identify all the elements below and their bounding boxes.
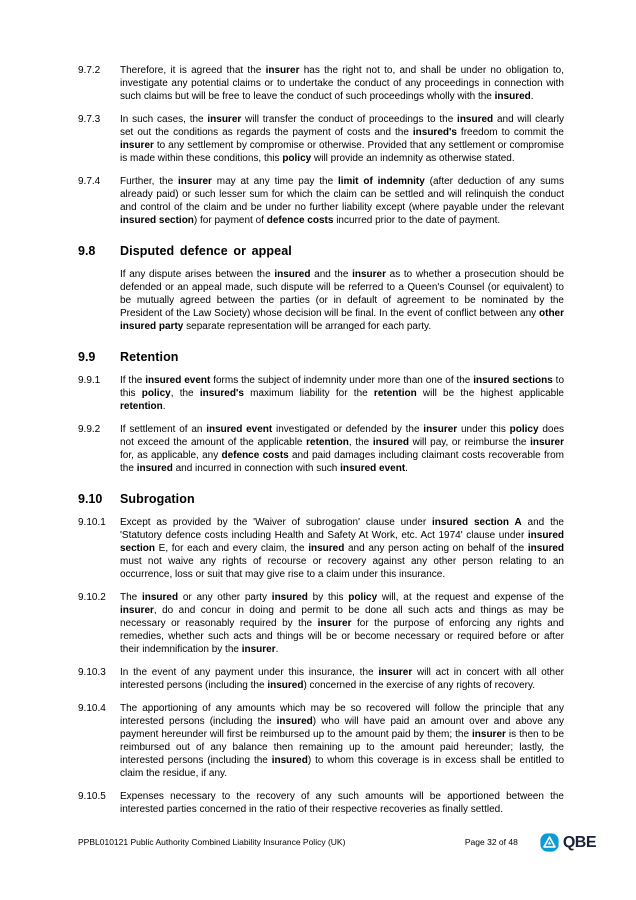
clause [78,666,564,692]
clause [78,113,564,165]
clause-text: The insured or any other party insured by this policy will, at the request and expense of the insurer, do and concur in doing and permit to be done all such acts and things as may be necessary or reasonably required by the insurer for the purpose of enforcing any rights and remedies, whether such acts and things will be or become necessary or required before or after their indemnification by the insurer. [120,592,564,655]
clause-text: The apportioning of any amounts which may be so recovered will follow the principle that any interested persons (including the insured) who will have paid an amount over and above any payment hereunder will first be reimbursed up to the amount paid by them; the insurer is then to be reimbursed out of any balance then remaining up to the amount paid hereunder; lastly, the interested persons (including the insured) to whom this coverage is in excess shall be entitled to claim the residue, if any. [120,703,565,779]
policy-content [78,64,564,826]
clause [78,64,564,103]
clause [78,175,564,227]
clause [78,423,564,475]
clause [78,591,564,656]
clause-text: If settlement of an insured event investigated or defended by the insurer under this policy does not exceed the amount of the applicable retention, the insured will pay, or reimburse the insurer for, as applicable, any defence costs and paid damages including claimant costs recoverable from the insured and incurred in connection with such insured event. [120,424,565,474]
clause [78,790,564,816]
section-heading [78,243,564,259]
page-footer [78,832,596,852]
section-heading [78,349,564,365]
clause-number: 9.7.4 [78,176,101,187]
footer-document-title: PPBL010121 Public Authority Combined Liability Insurance Policy (UK) [78,837,346,847]
clause-number: 9.10.2 [78,592,106,603]
clause [78,374,564,413]
footer-page-number: Page 32 of 48 [464,837,518,847]
clause [78,516,564,581]
clause-number: 9.7.2 [78,65,101,76]
clause [78,702,564,780]
clause-number: 9.9.2 [78,424,101,435]
clause-number: 9.10.5 [78,791,106,802]
clause-text: In the event of any payment under this insurance, the insurer will act in concert with all other interested persons (including the insured) concerned in the exercise of any rights of recovery. [120,667,564,691]
section-heading [78,491,564,507]
section-title: Retention [120,350,179,364]
clause-text: In such cases, the insurer will transfer the conduct of proceedings to the insured and will clearly set out the conditions as regards the payment of costs and the insured's freedom to commit the insurer to any settlement by compromise or otherwise. Provided that any settlement or compromise is made within these conditions, this policy will provide an indemnity as otherwise stated. [120,114,564,164]
clause-text: Further, the insurer may at any time pay the limit of indemnity (after deduction of any sums already paid) or such lesser sum for which the claim can be settled and will relinquish the conduct and control of the claim and be under no further liability except (where payable under the relevant insured section) for payment of defence costs incurred prior to the date of payment. [120,176,565,226]
section-number: 9.9 [78,350,96,364]
clause [78,268,564,333]
qbe-wordmark: QBE [562,833,596,851]
clause-number: 9.9.1 [78,375,101,386]
clause-text: If the insured event forms the subject of indemnity under more than one of the insured sections to this policy, the insured's maximum liability for the retention will be the highest applicable retention. [120,375,565,412]
section-title: Disputed defence or appeal [120,244,292,258]
clause-text: Except as provided by the 'Waiver of subrogation' clause under insured section A and the 'Statutory defence costs including Health and Safety At Work, etc. Act 1974' clause under insured section E, for each and every claim, the insured and any person acting on behalf of the insured must not waive any rights of recourse or recovery against any other person relating to an occurrence, loss or suit that may give rise to a claim under this insurance. [120,517,565,580]
clause-text: Therefore, it is agreed that the insurer has the right not to, and shall be under no obligation to, investigate any potential claims or to undertake the conduct of any proceedings in connection with such claims but will be free to leave the conduct of such proceedings wholly with the insured. [120,65,564,102]
clause-number: 9.10.1 [78,517,106,528]
section-title: Subrogation [120,492,195,506]
qbe-logo [540,833,596,852]
clause-number: 9.10.3 [78,667,106,678]
clause-text: Expenses necessary to the recovery of any such amounts will be apportioned between the interested parties concerned in the ratio of their respective recoveries as finally settled. [120,791,564,815]
qbe-emblem-icon [540,833,559,852]
clause-number: 9.10.4 [78,703,106,714]
section-number: 9.8 [78,244,96,258]
clause-text: If any dispute arises between the insured and the insurer as to whether a prosecution should be defended or an appeal made, such dispute will be referred to a Queen's Counsel (or equivalent) to be mutually agreed between the parties (or in default of agreement to be nominated by the President of the Law Society) whose decision will be final. In the event of conflict between any other insured party separate representation will be arranged for each party. [120,269,565,332]
clause-number: 9.7.3 [78,114,101,125]
section-number: 9.10 [78,492,103,506]
